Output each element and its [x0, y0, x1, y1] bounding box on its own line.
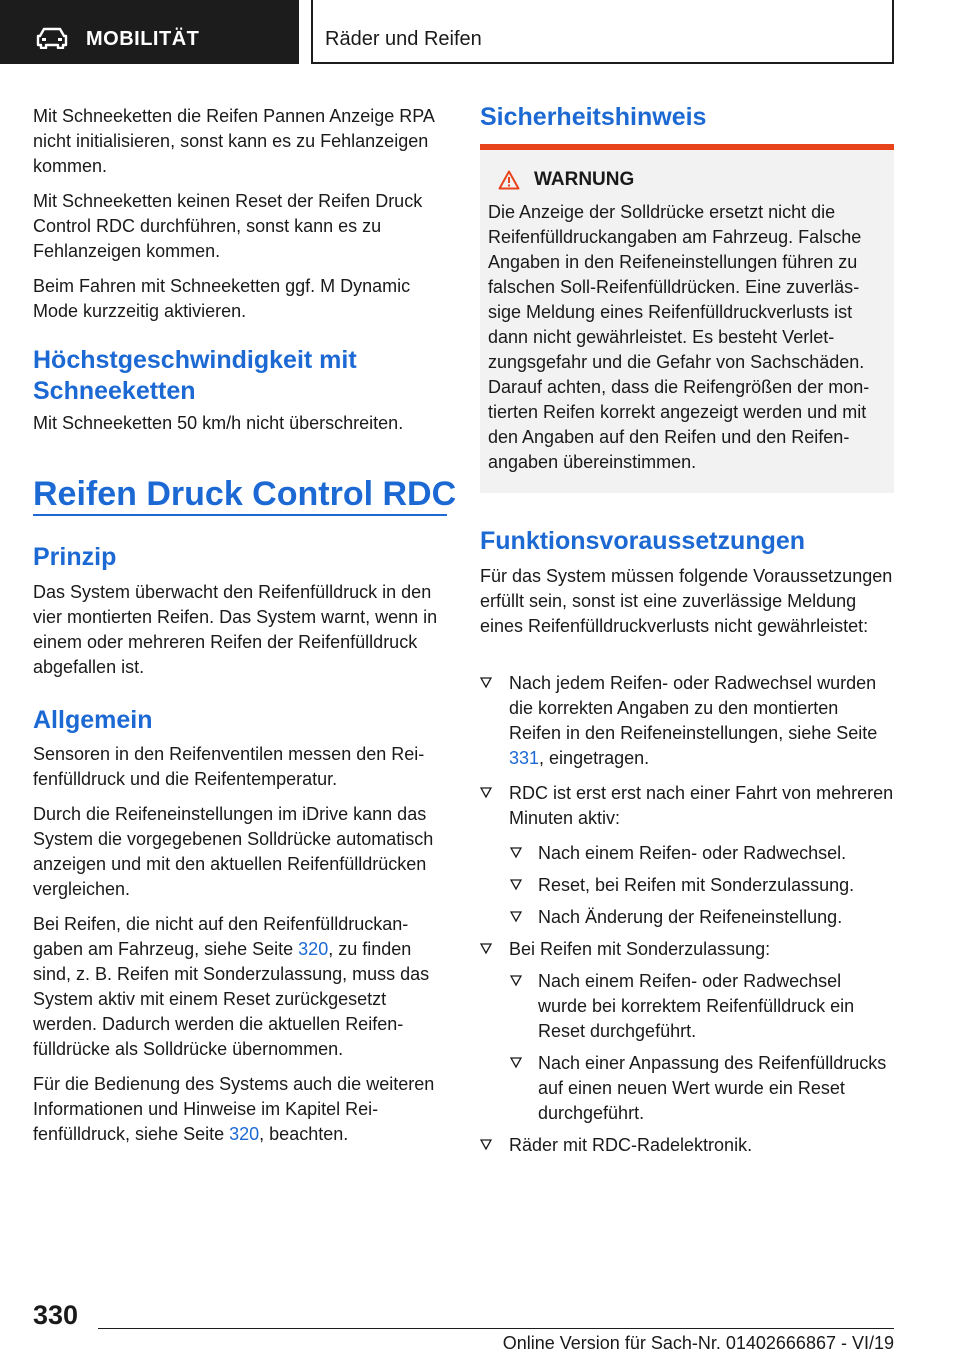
- paragraph: Mit Schneeketten keinen Reset der Reifen Druck Control RDC durchführen, sonst kann es zu Fehlanzeigen kommen.: [33, 191, 423, 261]
- chapter-heading: Reifen Druck Control RDC: [33, 475, 457, 513]
- header-section-box: [311, 0, 894, 64]
- warning-title: WARNUNG: [498, 168, 886, 192]
- heading-sicherheit: Sicherheitshinweis: [480, 103, 707, 131]
- section-title: Räder und Reifen: [325, 28, 482, 50]
- list-item: Räder mit RDC-Radelektronik.: [480, 1133, 894, 1158]
- heading-funktion: Funktionsvoraussetzungen: [480, 527, 806, 555]
- paragraph: Durch die Reifeneinstellungen im iDrive kann das System die vorgegebenen Solldrücke automatisch anzeigen und mit den aktuellen Reifenfülldrücken vergleichen.: [33, 804, 434, 899]
- paragraph: Mit Schneeketten die Reifen Pannen Anzeige RPA nicht initialisieren, sonst kann es zu Fehlanzeigen kommen.: [33, 106, 434, 176]
- triangle-bullet-icon: [510, 847, 522, 859]
- triangle-bullet-icon: [510, 1057, 522, 1069]
- heading-speed: Höchstgeschwindigkeit mit Schneeketten: [33, 346, 357, 405]
- sub-list-item: Nach Änderung der Reifeneinstellung.: [480, 905, 894, 930]
- triangle-bullet-icon: [510, 879, 522, 891]
- heading-underline: [33, 514, 447, 516]
- warning-box: [480, 144, 894, 493]
- triangle-bullet-icon: [480, 1139, 492, 1151]
- paragraph: Für die Bedienung des Systems auch die weiteren Informationen und Hinweise im Kapitel Reifenfülldruck, siehe Seite 320, beachten.: [33, 1074, 435, 1144]
- paragraph: Mit Schneeketten 50 km/h nicht überschreiten.: [33, 413, 404, 433]
- triangle-bullet-icon: [480, 943, 492, 955]
- header-chapter-tab: [0, 0, 299, 64]
- footer-rule: [98, 1328, 894, 1329]
- heading-allgemein: Allgemein: [33, 706, 153, 734]
- sub-list-item: Reset, bei Reifen mit Sonderzulassung.: [480, 873, 894, 898]
- paragraph: Bei Reifen, die nicht auf den Reifenfülldruckangaben am Fahrzeug, siehe Seite 320, zu finden sind, z. B. Reifen mit Sonderzulassung, muss das System aktiv mit einem Reset zurückgesetzt werden. Dadurch werden die aktuellen Reifenfülldrücke als Solldrücke übernommen.: [33, 914, 430, 1059]
- triangle-bullet-icon: [510, 911, 522, 923]
- list-item: Nach jedem Reifen- oder Radwechsel wurden die korrekten Angaben zu den montierten Reifen in den Reifeneinstellungen, siehe Seite 331, eingetragen.: [480, 671, 894, 771]
- warning-text: Die Anzeige der Solldrücke ersetzt nicht die Reifenfülldruckangaben am Fahrzeug. Falsche Angaben in den Reifeneinstellungen führen zu falschen Soll-Reifenfülldrücken. Eine zuverlässige Meldung eines Reifenfülldruckverlusts ist dann nicht gewährleistet. Es besteht Verletzungsgefahr und die Gefahr von Sachschäden. Darauf achten, dass die Reifengrößen der montierten Reifen korrekt angezeigt werden und mit den Angaben auf den Reifen und den Reifenangaben übereinstimmen.: [488, 202, 870, 472]
- page-link[interactable]: 320: [229, 1124, 260, 1144]
- list-item: RDC ist erst erst nach einer Fahrt von mehreren Minuten aktiv:: [480, 781, 894, 831]
- page-link[interactable]: 331: [509, 748, 540, 768]
- paragraph: Das System überwacht den Reifenfülldruck in den vier montierten Reifen. Das System warnt, wenn in einem oder mehreren Reifen der Reifenfülldruck abgefallen ist.: [33, 582, 438, 677]
- triangle-bullet-icon: [480, 787, 492, 799]
- page-number: 330: [33, 1300, 79, 1330]
- paragraph: Beim Fahren mit Schneeketten ggf. M Dynamic Mode kurzzeitig aktivieren.: [33, 276, 411, 321]
- car-icon: [36, 27, 68, 49]
- triangle-bullet-icon: [510, 975, 522, 987]
- paragraph: Sensoren in den Reifenventilen messen den Reifenfülldruck und die Reifentemperatur.: [33, 744, 425, 789]
- page-link[interactable]: 320: [298, 939, 329, 959]
- sub-list-item: Nach einer Anpassung des Reifenfülldrucks auf einen neuen Wert wurde ein Reset durchgeführt.: [480, 1051, 894, 1126]
- chapter-title: MOBILITÄT: [86, 28, 200, 50]
- heading-prinzip: Prinzip: [33, 543, 117, 571]
- triangle-bullet-icon: [480, 677, 492, 689]
- sub-list-item: Nach einem Reifen- oder Radwechsel wurde bei korrektem Reifenfülldruck ein Reset durchgeführt.: [480, 969, 894, 1044]
- list-item: Bei Reifen mit Sonderzulassung:: [480, 937, 894, 962]
- warning-triangle-icon: [498, 170, 520, 190]
- footer-version-text: Online Version für Sach-Nr. 01402666867 - VI/19: [502, 1333, 894, 1353]
- sub-list-item: Nach einem Reifen- oder Radwechsel.: [480, 841, 894, 866]
- requirements-list: [480, 671, 894, 1158]
- paragraph: Für das System müssen folgende Voraussetzungen erfüllt sein, sonst ist eine zuverlässige Meldung eines Reifenfülldruckverlusts nicht gewährleistet:: [480, 566, 893, 636]
